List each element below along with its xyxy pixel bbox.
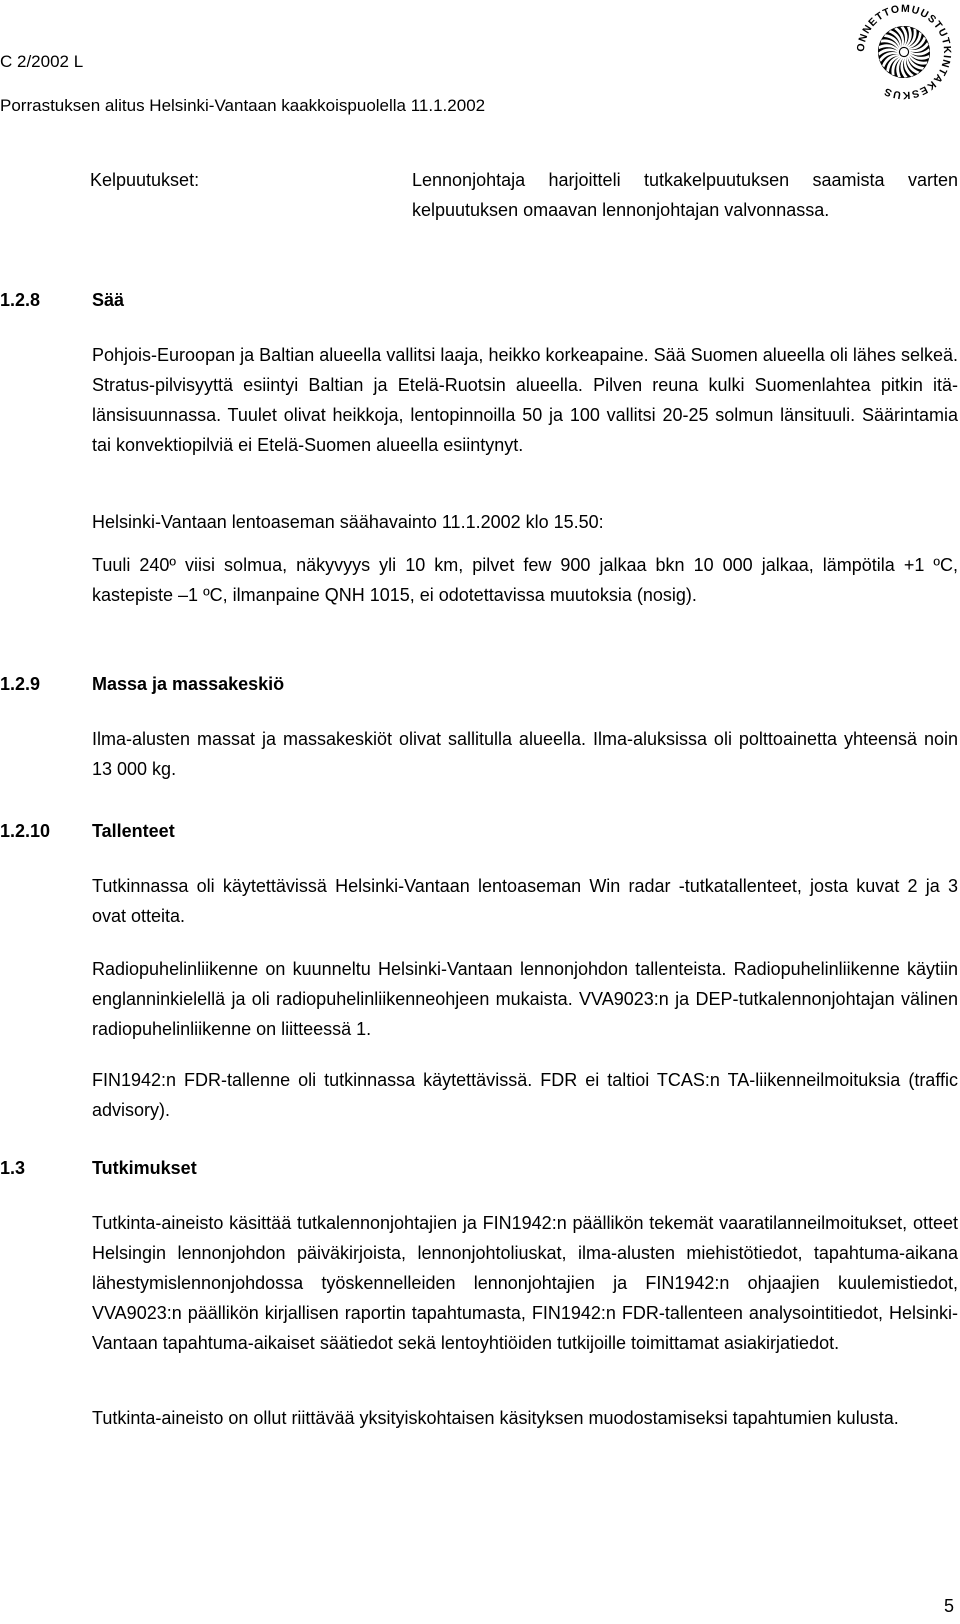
weather-paragraph: Pohjois-Euroopan ja Baltian alueella vallitsi laaja, heikko korkeapaine. Sää Suomen alueella oli lähes selkeä. Stratus-pilvisyyttä esiintyi Baltian ja Etelä-Ruotsin alueella. Pilven reuna kulki Suomenlahtea pitkin itä-länsisuunnassa. Tuulet olivat heikkoja, lentopinnoilla 50 ja 100 vallitsi 20-25 solmun länsituuli. Säärintamia tai konvektiopilviä ei Etelä-Suomen alueella esiintynyt. — [92, 345, 958, 455]
investigations-paragraph-1: Tutkinta-aineisto käsittää tutkalennonjohtajien ja FIN1942:n päällikön tekemät vaaratilanneilmoitukset, otteet Helsingin lennonjohdon päiväkirjoista, lennonjohtoliuskat, ilma-alusten miehistötiedot, tapahtuma-aikana lähestymislennonjohdossa työskennelleiden lennonjohtajien ja FIN1942:n ohjaajien kuulemistiedot, VVA9023:n päällikön kirjallisen raportin tapahtumasta, FIN1942:n FDR-tallenteen analysointitiedot, Helsinki-Vantaan tapahtuma-aikaiset säätiedot sekä lentoyhtiöiden tutkijoille toimittamat asiakirjatiedot. — [92, 1213, 958, 1353]
document-code: C 2/2002 L — [0, 52, 84, 71]
section-title: Tallenteet — [92, 821, 175, 841]
section-number: 1.3 — [0, 1158, 26, 1178]
section-title: Tutkimukset — [92, 1158, 197, 1178]
qualifications-text: Lennonjohtaja harjoitteli tutkakelpuutuksen saamista varten kelpuutuksen omaavan lennonjohtajan valvonnassa. — [412, 170, 958, 220]
recordings-paragraph-3: FIN1942:n FDR-tallenne oli tutkinnassa käytettävissä. FDR ei taltioi TCAS:n TA-liikenneilmoituksia (traffic advisory). — [92, 1070, 958, 1120]
weather-observation-text: Tuuli 240º viisi solmua, näkyvyys yli 10 km, pilvet few 900 jalkaa bkn 10 000 jalkaa, lämpötila +1 ºC, kastepiste –1 ºC, ilmanpaine QNH 1015, ei odotettavissa muutoksia (nosig). — [92, 555, 958, 605]
document-subtitle: Porrastuksen alitus Helsinki-Vantaan kaakkoispuolella 11.1.2002 — [0, 96, 486, 115]
mass-paragraph: Ilma-alusten massat ja massakeskiöt olivat sallitulla alueella. Ilma-aluksissa oli polttoainetta yhteensä noin 13 000 kg. — [92, 729, 958, 779]
recordings-paragraph-1: Tutkinnassa oli käytettävissä Helsinki-Vantaan lentoaseman Win radar -tutkatallenteet, josta kuvat 2 ja 3 ovat otteita. — [92, 876, 958, 926]
weather-observation-heading: Helsinki-Vantaan lentoaseman säähavainto 11.1.2002 klo 15.50: — [92, 512, 604, 532]
section-title: Sää — [92, 290, 125, 310]
agency-logo — [852, 0, 956, 104]
page-number: 5 — [943, 1596, 954, 1616]
section-number: 1.2.10 — [0, 821, 51, 841]
section-title: Massa ja massakeskiö — [92, 674, 285, 694]
svg-text:ONNETTOMUUSTUTKINTAKESKUS: ONNETTOMUUSTUTKINTAKESKUS — [854, 2, 954, 102]
section-number: 1.2.9 — [0, 674, 41, 694]
section-number: 1.2.8 — [0, 290, 41, 310]
investigations-paragraph-2: Tutkinta-aineisto on ollut riittävää yksityiskohtaisen käsityksen muodostamiseksi tapahtumien kulusta. — [92, 1408, 899, 1428]
recordings-paragraph-2: Radiopuhelinliikenne on kuunneltu Helsinki-Vantaan lennonjohdon tallenteista. Radiopuhelinliikenne käytiin englanninkielellä ja oli radiopuhelinliikenneohjeen mukaista. VVA9023:n ja DEP-tutkalennonjohtajan välinen radiopuhelinliikenne on liitteessä 1. — [92, 959, 958, 1039]
qualifications-label: Kelpuutukset: — [90, 170, 200, 190]
